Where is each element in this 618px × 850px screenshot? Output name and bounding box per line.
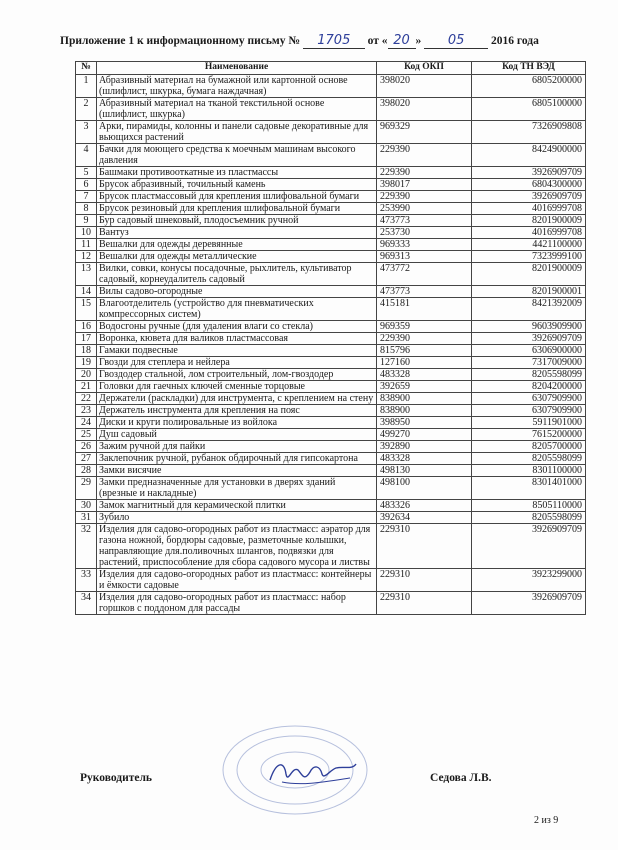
row-tnved: 8421392009 bbox=[472, 298, 586, 321]
table-row bbox=[76, 500, 586, 512]
row-tnved: 8301100000 bbox=[472, 465, 586, 477]
table-row bbox=[76, 215, 586, 227]
row-number: 34 bbox=[76, 592, 97, 615]
row-okp: 415181 bbox=[377, 298, 472, 321]
letter-month: 05 bbox=[424, 34, 488, 49]
row-name: Гвоздодер стальной, лом строительный, лом-гвоздодер bbox=[97, 369, 377, 381]
row-name: Замок магнитный для керамической плитки bbox=[97, 500, 377, 512]
row-tnved: 8505110000 bbox=[472, 500, 586, 512]
row-tnved: 6805100000 bbox=[472, 98, 586, 121]
table-row bbox=[76, 251, 586, 263]
row-number: 22 bbox=[76, 393, 97, 405]
row-tnved: 8201900009 bbox=[472, 263, 586, 286]
row-okp: 473772 bbox=[377, 263, 472, 286]
row-name: Зажим ручной для пайки bbox=[97, 441, 377, 453]
row-okp: 969359 bbox=[377, 321, 472, 333]
row-number: 26 bbox=[76, 441, 97, 453]
row-number: 7 bbox=[76, 191, 97, 203]
row-okp: 473773 bbox=[377, 286, 472, 298]
row-tnved: 8204200000 bbox=[472, 381, 586, 393]
table-body bbox=[76, 75, 586, 615]
row-tnved: 6307909900 bbox=[472, 393, 586, 405]
row-number: 4 bbox=[76, 144, 97, 167]
row-name: Воронка, кювета для валиков пластмассовая bbox=[97, 333, 377, 345]
row-tnved: 4016999708 bbox=[472, 227, 586, 239]
row-number: 10 bbox=[76, 227, 97, 239]
row-okp: 838900 bbox=[377, 405, 472, 417]
row-tnved: 7326909808 bbox=[472, 121, 586, 144]
row-okp: 392890 bbox=[377, 441, 472, 453]
row-number: 13 bbox=[76, 263, 97, 286]
signer-name: Седова Л.В. bbox=[430, 772, 492, 784]
row-name: Зубило bbox=[97, 512, 377, 524]
row-name: Брусок пластмассовый для крепления шлифовальной бумаги bbox=[97, 191, 377, 203]
row-okp: 229390 bbox=[377, 144, 472, 167]
row-okp: 483326 bbox=[377, 500, 472, 512]
row-name: Головки для гаечных ключей сменные торцовые bbox=[97, 381, 377, 393]
row-number: 5 bbox=[76, 167, 97, 179]
col-header-number: № bbox=[76, 62, 97, 75]
row-tnved: 6307909900 bbox=[472, 405, 586, 417]
row-number: 16 bbox=[76, 321, 97, 333]
table-row bbox=[76, 465, 586, 477]
row-okp: 253730 bbox=[377, 227, 472, 239]
row-number: 31 bbox=[76, 512, 97, 524]
table-row bbox=[76, 167, 586, 179]
row-number: 11 bbox=[76, 239, 97, 251]
row-okp: 229310 bbox=[377, 592, 472, 615]
row-number: 15 bbox=[76, 298, 97, 321]
row-number: 6 bbox=[76, 179, 97, 191]
table-row bbox=[76, 179, 586, 191]
row-name: Вилы садово-огородные bbox=[97, 286, 377, 298]
table-row bbox=[76, 263, 586, 286]
table-row bbox=[76, 75, 586, 98]
row-name: Вешалки для одежды металлические bbox=[97, 251, 377, 263]
row-number: 9 bbox=[76, 215, 97, 227]
row-name: Держатель инструмента для крепления на пояс bbox=[97, 405, 377, 417]
row-okp: 815796 bbox=[377, 345, 472, 357]
row-number: 18 bbox=[76, 345, 97, 357]
row-name: Брусок абразивный, точильный камень bbox=[97, 179, 377, 191]
row-name: Вешалки для одежды деревянные bbox=[97, 239, 377, 251]
row-number: 20 bbox=[76, 369, 97, 381]
row-number: 23 bbox=[76, 405, 97, 417]
table-row bbox=[76, 569, 586, 592]
row-tnved: 8205598099 bbox=[472, 512, 586, 524]
row-name: Башмаки противооткатные из пластмассы bbox=[97, 167, 377, 179]
row-okp: 499270 bbox=[377, 429, 472, 441]
row-okp: 498130 bbox=[377, 465, 472, 477]
row-name: Держатели (раскладки) для инструмента, с креплением на стену bbox=[97, 393, 377, 405]
row-okp: 229310 bbox=[377, 524, 472, 569]
row-number: 30 bbox=[76, 500, 97, 512]
row-okp: 838900 bbox=[377, 393, 472, 405]
row-okp: 398020 bbox=[377, 98, 472, 121]
table-row bbox=[76, 191, 586, 203]
row-number: 25 bbox=[76, 429, 97, 441]
row-number: 8 bbox=[76, 203, 97, 215]
row-name: Замки висячие bbox=[97, 465, 377, 477]
row-number: 12 bbox=[76, 251, 97, 263]
row-okp: 127160 bbox=[377, 357, 472, 369]
table-header-row bbox=[76, 62, 586, 75]
row-tnved: 6805200000 bbox=[472, 75, 586, 98]
mid-quote: » bbox=[415, 35, 422, 47]
row-number: 21 bbox=[76, 381, 97, 393]
row-name: Влагоотделитель (устройство для пневматических компрессорных систем) bbox=[97, 298, 377, 321]
row-name: Диски и круги полировальные из войлока bbox=[97, 417, 377, 429]
row-okp: 229390 bbox=[377, 191, 472, 203]
row-number: 32 bbox=[76, 524, 97, 569]
row-tnved: 4421100000 bbox=[472, 239, 586, 251]
row-name: Заклепочник ручной, рубанок обдирочный для гипсокартона bbox=[97, 453, 377, 465]
document-title bbox=[60, 34, 600, 52]
row-okp: 483328 bbox=[377, 369, 472, 381]
row-okp: 969333 bbox=[377, 239, 472, 251]
table-row bbox=[76, 121, 586, 144]
table-row bbox=[76, 369, 586, 381]
row-okp: 969329 bbox=[377, 121, 472, 144]
table-row bbox=[76, 512, 586, 524]
table-row bbox=[76, 441, 586, 453]
table-row bbox=[76, 405, 586, 417]
row-tnved: 8205700000 bbox=[472, 441, 586, 453]
row-tnved: 3926909709 bbox=[472, 524, 586, 569]
row-tnved: 6804300000 bbox=[472, 179, 586, 191]
row-tnved: 7317009000 bbox=[472, 357, 586, 369]
row-number: 27 bbox=[76, 453, 97, 465]
row-tnved: 3926909709 bbox=[472, 167, 586, 179]
table-row bbox=[76, 321, 586, 333]
row-name: Гамаки подвесные bbox=[97, 345, 377, 357]
table-row bbox=[76, 381, 586, 393]
row-number: 29 bbox=[76, 477, 97, 500]
row-tnved: 8301401000 bbox=[472, 477, 586, 500]
table-row bbox=[76, 429, 586, 441]
row-name: Изделия для садово-огородных работ из пластмасс: набор горшков с поддоном для рассады bbox=[97, 592, 377, 615]
letter-day: 20 bbox=[388, 34, 416, 49]
row-name: Вантуз bbox=[97, 227, 377, 239]
year-suffix: 2016 года bbox=[491, 35, 539, 47]
row-okp: 498100 bbox=[377, 477, 472, 500]
row-okp: 253990 bbox=[377, 203, 472, 215]
row-number: 19 bbox=[76, 357, 97, 369]
row-tnved: 8201900009 bbox=[472, 215, 586, 227]
row-okp: 398950 bbox=[377, 417, 472, 429]
row-okp: 969313 bbox=[377, 251, 472, 263]
row-tnved: 3926909709 bbox=[472, 592, 586, 615]
row-tnved: 8205598099 bbox=[472, 453, 586, 465]
row-okp: 483328 bbox=[377, 453, 472, 465]
row-tnved: 8424900000 bbox=[472, 144, 586, 167]
table-row bbox=[76, 227, 586, 239]
row-okp: 392634 bbox=[377, 512, 472, 524]
row-name: Арки, пирамиды, колонны и панели садовые декоративные для вьющихся растений bbox=[97, 121, 377, 144]
page-number: 2 из 9 bbox=[534, 815, 559, 826]
row-okp: 473773 bbox=[377, 215, 472, 227]
row-number: 1 bbox=[76, 75, 97, 98]
row-name: Брусок резиновый для крепления шлифовальной бумаги bbox=[97, 203, 377, 215]
table-row bbox=[76, 98, 586, 121]
row-name: Гвозди для степлера и нейлера bbox=[97, 357, 377, 369]
table-row bbox=[76, 203, 586, 215]
row-number: 3 bbox=[76, 121, 97, 144]
row-name: Изделия для садово-огородных работ из пластмасс: контейнеры и ёмкости садовые bbox=[97, 569, 377, 592]
row-tnved: 9603909900 bbox=[472, 321, 586, 333]
table-row bbox=[76, 477, 586, 500]
table-row bbox=[76, 286, 586, 298]
row-number: 28 bbox=[76, 465, 97, 477]
row-name: Изделия для садово-огородных работ из пластмасс: аэратор для газона ножной, бордюры садовые, разметочные колышки, направляющие для.поливочных шлангов, подвязки для растений, приспособление для сбора садового мусора и листвы bbox=[97, 524, 377, 569]
from-word: от « bbox=[367, 35, 388, 47]
row-name: Душ садовый bbox=[97, 429, 377, 441]
col-header-tnved: Код ТН ВЭД bbox=[472, 62, 586, 75]
row-tnved: 4016999708 bbox=[472, 203, 586, 215]
row-name: Водосгоны ручные (для удаления влаги со стекла) bbox=[97, 321, 377, 333]
letter-number: 1705 bbox=[303, 34, 365, 49]
footer bbox=[80, 772, 520, 790]
row-tnved: 5911901000 bbox=[472, 417, 586, 429]
row-okp: 392659 bbox=[377, 381, 472, 393]
row-number: 14 bbox=[76, 286, 97, 298]
table-row bbox=[76, 393, 586, 405]
row-tnved: 7323999100 bbox=[472, 251, 586, 263]
col-header-name: Наименование bbox=[97, 62, 377, 75]
row-number: 2 bbox=[76, 98, 97, 121]
table-row bbox=[76, 345, 586, 357]
row-tnved: 8201900001 bbox=[472, 286, 586, 298]
row-name: Абразивный материал на тканой текстильной основе (шлифлист, шкурка) bbox=[97, 98, 377, 121]
table-row bbox=[76, 239, 586, 251]
table-row bbox=[76, 333, 586, 345]
row-okp: 229390 bbox=[377, 333, 472, 345]
row-okp: 229390 bbox=[377, 167, 472, 179]
row-okp: 229310 bbox=[377, 569, 472, 592]
row-name: Абразивный материал на бумажной или картонной основе (шлифлист, шкурка, бумага наждачная) bbox=[97, 75, 377, 98]
col-header-okp: Код ОКП bbox=[377, 62, 472, 75]
row-number: 24 bbox=[76, 417, 97, 429]
table-row bbox=[76, 298, 586, 321]
row-name: Бур садовый шнековый, плодосъемник ручной bbox=[97, 215, 377, 227]
product-table bbox=[75, 61, 586, 615]
table-row bbox=[76, 357, 586, 369]
row-tnved: 7615200000 bbox=[472, 429, 586, 441]
row-tnved: 8205598099 bbox=[472, 369, 586, 381]
row-name: Вилки, совки, конусы посадочные, рыхлитель, культиватор садовый, корнеудалитель садовый bbox=[97, 263, 377, 286]
signer-role: Руководитель bbox=[80, 772, 152, 784]
row-name: Замки предназначенные для установки в дверях зданий (врезные и накладные) bbox=[97, 477, 377, 500]
table-row bbox=[76, 417, 586, 429]
row-number: 33 bbox=[76, 569, 97, 592]
row-tnved: 3923299000 bbox=[472, 569, 586, 592]
row-name: Бачки для моющего средства к моечным машинам высокого давления bbox=[97, 144, 377, 167]
title-prefix: Приложение 1 к информационному письму № bbox=[60, 35, 300, 47]
table-row bbox=[76, 592, 586, 615]
row-okp: 398020 bbox=[377, 75, 472, 98]
row-number: 17 bbox=[76, 333, 97, 345]
table-row bbox=[76, 144, 586, 167]
table-row bbox=[76, 524, 586, 569]
table-row bbox=[76, 453, 586, 465]
row-okp: 398017 bbox=[377, 179, 472, 191]
row-tnved: 6306900000 bbox=[472, 345, 586, 357]
row-tnved: 3926909709 bbox=[472, 191, 586, 203]
row-tnved: 3926909709 bbox=[472, 333, 586, 345]
